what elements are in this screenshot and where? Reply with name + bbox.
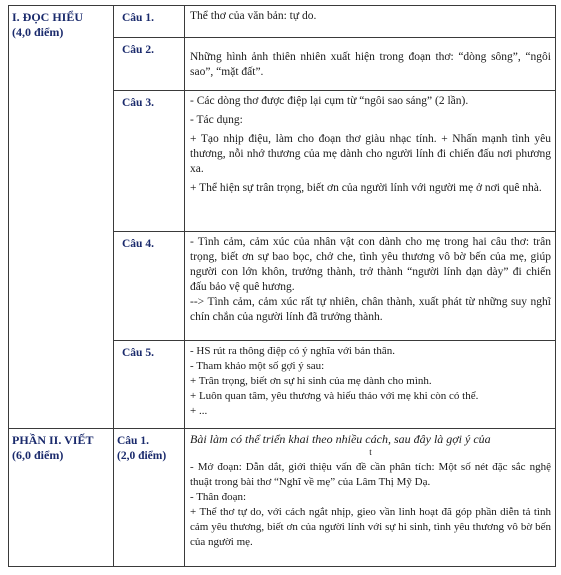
q4-content xyxy=(185,232,556,341)
part1-points: (4,0 điểm) xyxy=(12,25,64,39)
w1-points: (2,0 điểm) xyxy=(117,450,167,462)
answer-line: - Các dòng thơ được điệp lại cụm từ “ngôi sao sáng” (2 lần). xyxy=(190,95,469,107)
answer-line: - Tình cảm, cảm xúc của nhân vật con dành cho mẹ trong hai câu thơ: trân trọng, biết ơn sự bao bọc, chở che, tình yêu thương vô bờ bến của mẹ, giúp người con lớn khôn, trưởng thành, trở thành “người lính dạn dày” đi chiến đấu bảo vệ quê hương. xyxy=(190,236,551,293)
answer-line: - Tham khảo một số gợi ý sau: xyxy=(190,360,325,372)
answer-line: - Thân đoạn: xyxy=(190,491,247,503)
answer-line: - Mở đoạn: Dẫn dắt, giới thiệu vấn đề cần phân tích: Một số nét đặc sắc nghệ thuật trong bài thơ “Nghĩ về mẹ” của Lâm Thị Mỹ Dạ. xyxy=(190,461,551,488)
w1-content xyxy=(185,429,556,567)
part1-cell xyxy=(9,6,114,429)
w1-intro: Bài làm có thể triển khai theo nhiều cách, sau đây là gợi ý của xyxy=(190,432,491,446)
answer-line: --> Tình cảm, cảm xúc rất tự nhiên, chân thành, xuất phát từ những suy nghĩ chín chắn của người lính đã trưởng thành. xyxy=(190,296,551,323)
q5-content xyxy=(185,341,556,429)
q4-label: Câu 4. xyxy=(114,232,185,341)
answer-line: + Luôn quan tâm, yêu thương và hiếu thảo với mẹ khi còn có thể. xyxy=(190,390,479,402)
w1-fragment: t xyxy=(369,447,372,457)
answer-line: Những hình ảnh thiên nhiên xuất hiện trong đoạn thơ: “dòng sông”, “ngôi sao”, “mặt đất”. xyxy=(190,51,551,78)
answer-line: + Tạo nhịp điệu, làm cho đoạn thơ giàu nhạc tính. + Nhấn mạnh tình yêu thương, nỗi nhớ thương của mẹ dành cho người lính đi chiến đấu nơi phương xa. xyxy=(190,133,551,175)
part2-points: (6,0 điểm) xyxy=(12,448,64,462)
q3-content xyxy=(185,91,556,232)
answer-line: + Thể thơ tự do, với cách ngắt nhịp, gieo vần linh hoạt đã góp phần diễn tả tình cảm yêu thương, biết ơn của người lính với sự hi sinh, tình yêu thương vô bờ bến của người mẹ. xyxy=(190,506,551,548)
table-row xyxy=(9,429,556,567)
answer-line: + Thể hiện sự trân trọng, biết ơn của người lính với người mẹ ở nơi quê nhà. xyxy=(190,182,542,194)
part1-title: I. ĐỌC HIỂU xyxy=(12,10,84,24)
answer-table xyxy=(8,5,556,567)
answer-line: - Tác dụng: xyxy=(190,114,243,126)
q2-label: Câu 2. xyxy=(114,38,185,91)
table-row xyxy=(9,6,556,38)
q1-content xyxy=(185,6,556,38)
q2-content xyxy=(185,38,556,91)
answer-line: - HS rút ra thông điệp có ý nghĩa với bản thân. xyxy=(190,345,395,357)
part2-title: PHẦN II. VIẾT xyxy=(12,433,94,447)
answer-line: + Trân trọng, biết ơn sự hi sinh của mẹ dành cho mình. xyxy=(190,375,432,387)
q5-label: Câu 5. xyxy=(114,341,185,429)
answer-line: Thể thơ của văn bản: tự do. xyxy=(190,10,317,22)
w1-label-cell xyxy=(114,429,185,567)
q1-label: Câu 1. xyxy=(114,6,185,38)
part2-cell xyxy=(9,429,114,567)
w1-label: Câu 1. xyxy=(117,435,149,447)
answer-line: + ... xyxy=(190,405,208,417)
q3-label: Câu 3. xyxy=(114,91,185,232)
